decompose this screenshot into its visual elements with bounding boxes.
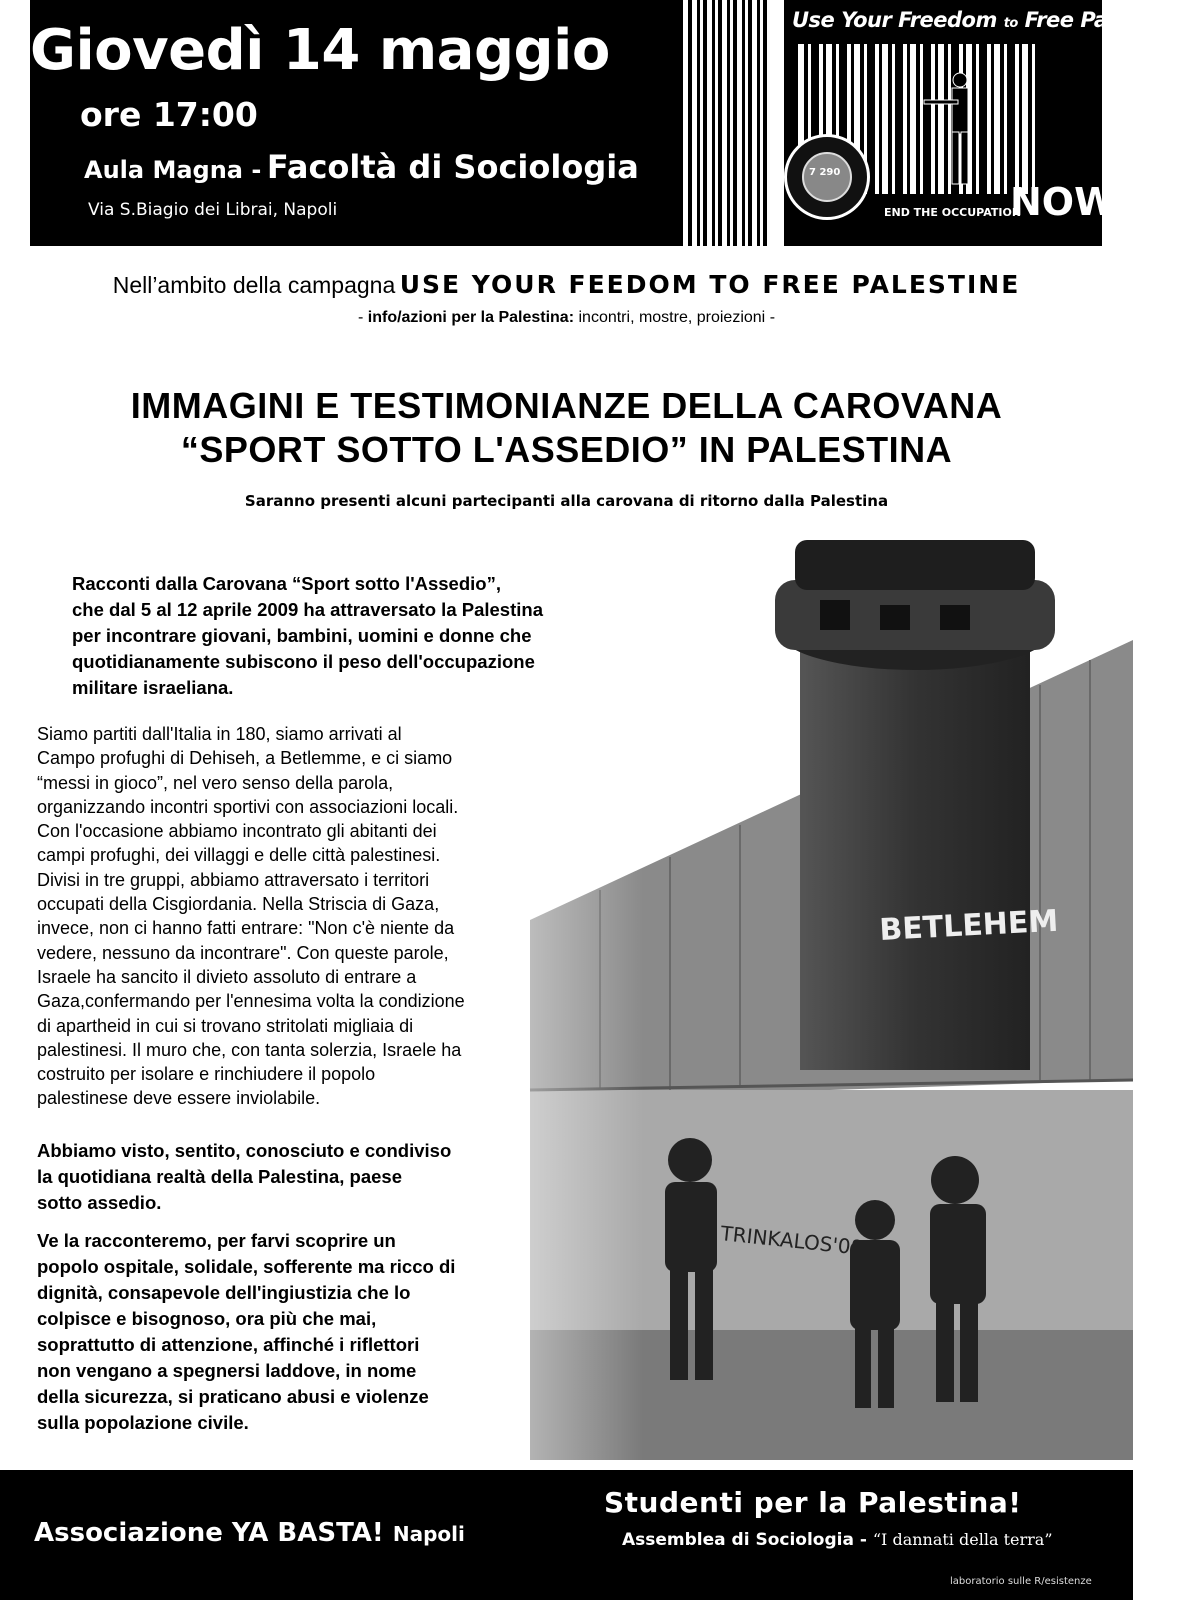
lead-line: quotidianamente subiscono il peso dell'occupazione (72, 651, 535, 672)
event-place (84, 148, 639, 186)
footer-right-sub (622, 1530, 1053, 1550)
body-line: “messi in gioco”, nel vero senso della parola, (37, 772, 394, 793)
body-line: vedere, nessuno da incontrare". Con queste parole, (37, 942, 449, 963)
footer-right-sub-text: Assemblea di Sociologia - (622, 1530, 867, 1550)
bold-line: Ve la racconteremo, per farvi scoprire un (37, 1230, 396, 1251)
boycott-seal-icon (784, 134, 870, 220)
logo-title-part-a: Use Your Freedom (792, 8, 997, 32)
body-line: invece, non ci hanno fatti entrare: "Non c'è niente da (37, 918, 455, 939)
lead-line: militare israeliana. (72, 677, 234, 698)
bold-line: colpisce e bisognoso, ora più che mai, (37, 1308, 377, 1329)
lead-line: che dal 5 al 12 aprile 2009 ha attraversato la Palestina (72, 599, 543, 620)
footer-right-title: Studenti per la Palestina! (604, 1486, 1022, 1519)
soldier-silhouette-icon (934, 70, 980, 190)
bold-line: sotto assedio. (37, 1192, 162, 1213)
footer-right-quote: “I dannati della terra” (872, 1530, 1053, 1549)
footer-left-main: Associazione YA BASTA! (34, 1518, 384, 1548)
logo-title-to: to (1003, 16, 1018, 31)
campaign-subline (0, 309, 1133, 327)
logo-end-occupation: END THE OCCUPATION (884, 206, 1022, 219)
seal-number: 7 290 (809, 167, 841, 178)
event-place-main: Facoltà di Sociologia (266, 148, 639, 186)
barcode-stripes (688, 0, 770, 246)
footer-left (34, 1518, 465, 1548)
campaign-sub-bold: info/azioni per la Palestina: (367, 309, 575, 326)
main-title-line-1: IMMAGINI E TESTIMONIANZE DELLA CAROVANA (130, 385, 1003, 426)
logo-now: NOW (1010, 180, 1117, 224)
campaign-prefix: Nell’ambito della campagna (112, 272, 396, 298)
body-paragraph (37, 722, 557, 1111)
body-line: campi profughi, dei villaggi e delle città palestinesi. (37, 845, 441, 866)
lead-line: per incontrare giovani, bambini, uomini e donne che (72, 625, 532, 646)
footer-left-small: Napoli (392, 1522, 465, 1546)
lead-paragraph (72, 571, 672, 701)
logo-title-part-b: Free Palestine (1024, 8, 1184, 32)
body-line: palestinesi. Il muro che, con tanta solerzia, Israele ha (37, 1039, 462, 1060)
main-title-line-2: “SPORT SOTTO L'ASSEDIO” IN PALESTINA (180, 429, 953, 470)
bold-line: soprattutto di attenzione, affinché i riflettori (37, 1334, 420, 1355)
event-place-prefix: Aula Magna - (84, 156, 262, 184)
main-subtitle: Saranno presenti alcuni partecipanti alla carovana di ritorno dalla Palestina (244, 492, 889, 510)
campaign-logo (784, 0, 1184, 246)
body-line: di apartheid in cui si trovano stritolati migliaia di (37, 1015, 414, 1036)
bold-line: non vengano a spegnersi laddove, in nome (37, 1360, 417, 1381)
bold-paragraph-1 (37, 1138, 557, 1216)
footer-right-tag: laboratorio sulle R/esistenze (950, 1576, 1092, 1587)
logo-title (792, 8, 1184, 32)
event-date: Giovedì 14 maggio (30, 18, 610, 83)
body-line: occupati della Cisgiordania. Nella Striscia di Gaza, (37, 894, 440, 915)
lead-line: Racconti dalla Carovana “Sport sotto l'Assedio”, (72, 573, 501, 594)
body-line: Gaza,confermando per l'ennesima volta la condizione (37, 991, 465, 1012)
body-line: Divisi in tre gruppi, abbiamo attraversato i territori (37, 869, 430, 890)
bold-line: sulla popolazione civile. (37, 1412, 249, 1433)
bold-line: la quotidiana realtà della Palestina, paese (37, 1166, 403, 1187)
bold-line: popolo ospitale, solidale, sofferente ma ricco di (37, 1256, 456, 1277)
campaign-line (0, 270, 1133, 299)
campaign-sub-rest: incontri, mostre, proiezioni (578, 309, 766, 326)
body-line: Campo profughi di Dehiseh, a Betlemme, e ci siamo (37, 748, 453, 769)
event-time: ore 17:00 (80, 95, 258, 134)
campaign-sub-dash-right: - (769, 309, 776, 326)
bold-line: dignità, consapevole dell'ingiustizia che lo (37, 1282, 411, 1303)
body-line: palestinese deve essere inviolabile. (37, 1088, 321, 1109)
bold-paragraph-2 (37, 1228, 557, 1436)
bold-line: Abbiamo visto, sentito, conosciuto e condiviso (37, 1140, 452, 1161)
body-line: organizzando incontri sportivi con associazioni locali. (37, 796, 459, 817)
campaign-name: USE YOUR FEEDOM TO FREE PALESTINE (399, 270, 1021, 299)
event-address: Via S.Biagio dei Librai, Napoli (88, 200, 338, 220)
event-header (30, 0, 683, 246)
bold-line: della sicurezza, si praticano abusi e violenze (37, 1386, 429, 1407)
main-title (0, 384, 1133, 472)
footer (0, 1470, 1133, 1600)
body-line: Siamo partiti dall'Italia in 180, siamo arrivati al (37, 724, 402, 744)
campaign-sub-dash-left: - (357, 309, 364, 326)
body-line: Con l'occasione abbiamo incontrato gli abitanti dei (37, 821, 437, 842)
body-line: Israele ha sancito il divieto assoluto di entrare a (37, 966, 417, 987)
body-line: costruito per isolare e rinchiudere il popolo (37, 1064, 376, 1085)
